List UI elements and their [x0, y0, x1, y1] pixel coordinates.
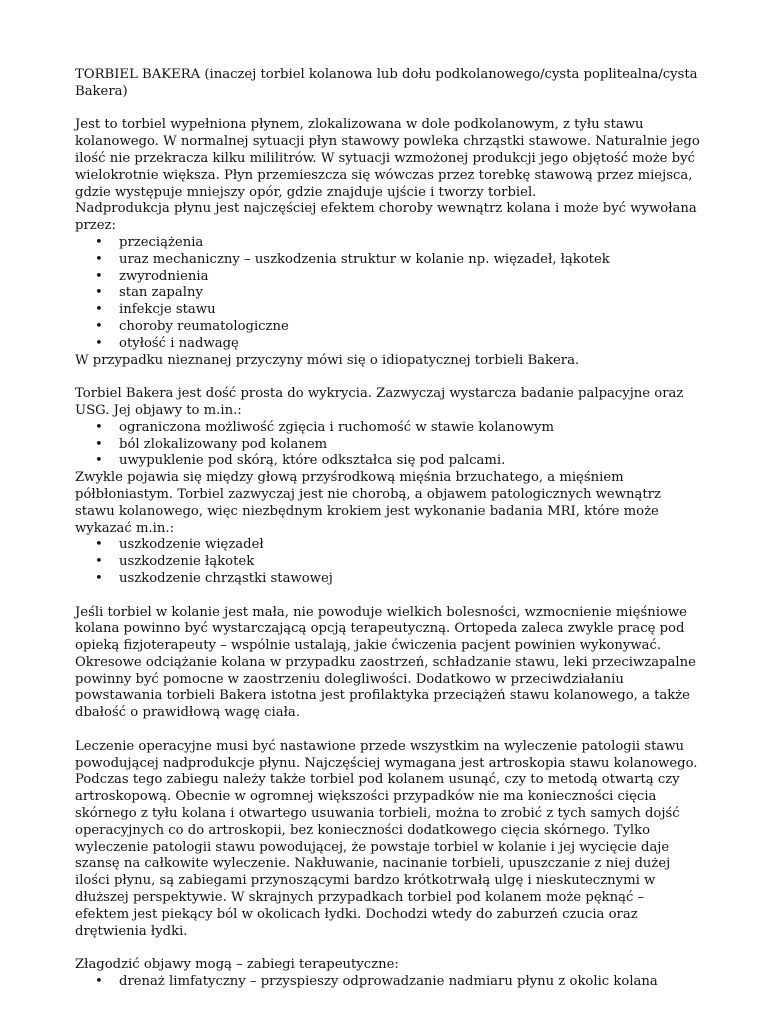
idiopathic-paragraph: W przypadku nieznanej przyczyny mówi się o idiopatycznej torbieli Bakera.	[75, 352, 580, 368]
list-item: • zwyrodnienia	[75, 269, 700, 286]
list-item: • uszkodzenie chrząstki stawowej	[75, 571, 700, 588]
list-item: • infekcje stawu	[75, 302, 700, 319]
list-item: • uwypuklenie pod skórą, które odkształca się pod palcami.	[75, 453, 700, 470]
list-item: • stan zapalny	[75, 285, 700, 302]
list-item: • otyłość i nadwagę	[75, 336, 700, 353]
diagnosis-paragraph: Torbiel Bakera jest dość prosta do wykrycia. Zazwyczaj wystarcza badanie palpacyjne oraz USG. Jej objawy to m.in.:	[75, 386, 684, 418]
list-item: • drenaż limfatyczny – przyspieszy odprowadzanie nadmiaru płynu z okolic kolana	[75, 974, 700, 991]
document-page	[75, 67, 700, 991]
overproduction-paragraph: Nadprodukcja płynu jest najczęściej efektem choroby wewnątrz kolana i może być wywołana przez:	[75, 201, 697, 234]
mri-findings-list	[75, 537, 700, 587]
list-item: • ból zlokalizowany pod kolanem	[75, 437, 700, 454]
list-item: • ograniczona możliwość zgięcia i ruchomość w stawie kolanowym	[75, 420, 700, 437]
paragraph-gap	[75, 588, 700, 605]
list-item: • choroby reumatologiczne	[75, 319, 700, 336]
causes-list	[75, 235, 700, 353]
surgery-paragraph: Leczenie operacyjne musi być nastawione przede wszystkim na wyleczenie patologii stawu powodującej nadprodukcje płynu. Najczęściej wymagana jest artroskopia stawu kolanowego. Podczas tego zabiegu należy także torbiel pod kolanem usunąć, czy to metodą otwartą czy artroskopową. Obecnie w ogromnej większości przypadków nie ma konieczności cięcia skórnego z tyłu kolana i otwartego usuwania torbieli, można to zrobić z tych samych dojść operacyjnych co do artroskopii, bez konieczności dodatkowego cięcia skórnego. Tylko wyleczenie patologii stawu powodującej, że powstaje torbiel w kolanie i jej wycięcie daje szansę na całkowite wyleczenie. Nakłuwanie, nacinanie torbieli, upuszczanie z niej dużej ilości płynu, są zabiegami przynoszącymi bardzo krótkotrwałą ulgę i nieskutecznymi w dłuższej perspektywie. W skrajnych przypadkach torbiel pod kolanem może pęknąć – efektem jest piekący ból w okolicach łydki. Dochodzi wtedy do zaburzeń czucia oraz drętwienia łydki.	[75, 738, 698, 939]
list-item: • uszkodzenie łąkotek	[75, 554, 700, 571]
paragraph-gap	[75, 101, 700, 118]
intro-paragraph: Jest to torbiel wypełniona płynem, zlokalizowana w dole podkolanowym, z tyłu stawu kolanowego. W normalnej sytuacji płyn stawowy powleka chrząstki stawowe. Naturalnie jego ilość nie przekracza kilku mililitrów. W sytuacji wzmożonej produkcji jego objętość może być wielokrotnie większa. Płyn przemieszcza się wówczas przez torebkę stawową przez miejsca, gdzie występuje mniejszy opór, gdzie znajduje ujście i tworzy torbiel.	[75, 117, 700, 200]
list-item: • przeciążenia	[75, 235, 700, 252]
paragraph-gap	[75, 369, 700, 386]
list-item: • uraz mechaniczny – uszkodzenia struktur w kolanie np. więzadeł, łąkotek	[75, 252, 700, 269]
treatment-paragraph: Jeśli torbiel w kolanie jest mała, nie powoduje wielkich bolesności, wzmocnienie mięśniowe kolana powinno być wystarczającą opcją terapeutyczną. Ortopeda zaleca zwykle pracę pod opieką fizjoterapeuty – wspólnie ustalają, jakie ćwiczenia pacjent powinien wykonywać. Okresowe odciążanie kolana w przypadku zaostrzeń, schładzanie stawu, leki przeciwzapalne powinny być pomocne w zaostrzeniu dolegliwości. Dodatkowo w przeciwdziałaniu powstawania torbieli Bakera istotna jest profilaktyka przeciążeń stawu kolanowego, a także dbałość o prawidłową wagę ciała.	[75, 604, 696, 721]
document-title: TORBIEL BAKERA (inaczej torbiel kolanowa lub dołu podkolanowego/cysta poplitealna/cysta Bakera)	[75, 67, 698, 99]
list-item: • uszkodzenie więzadeł	[75, 537, 700, 554]
location-paragraph: Zwykle pojawia się między głową przyśrodkową mięśnia brzuchatego, a mięśniem półbłoniastym. Torbiel zazwyczaj jest nie chorobą, a objawem patologicznych wewnątrz stawu kolanowego, więc niezbędnym krokiem jest wykonanie badania MRI, które może wykazać m.in.:	[75, 470, 661, 536]
symptoms-list	[75, 420, 700, 470]
paragraph-gap	[75, 722, 700, 739]
paragraph-gap	[75, 940, 700, 957]
relief-paragraph: Złagodzić objawy mogą – zabiegi terapeutyczne:	[75, 957, 399, 973]
relief-list	[75, 974, 700, 991]
